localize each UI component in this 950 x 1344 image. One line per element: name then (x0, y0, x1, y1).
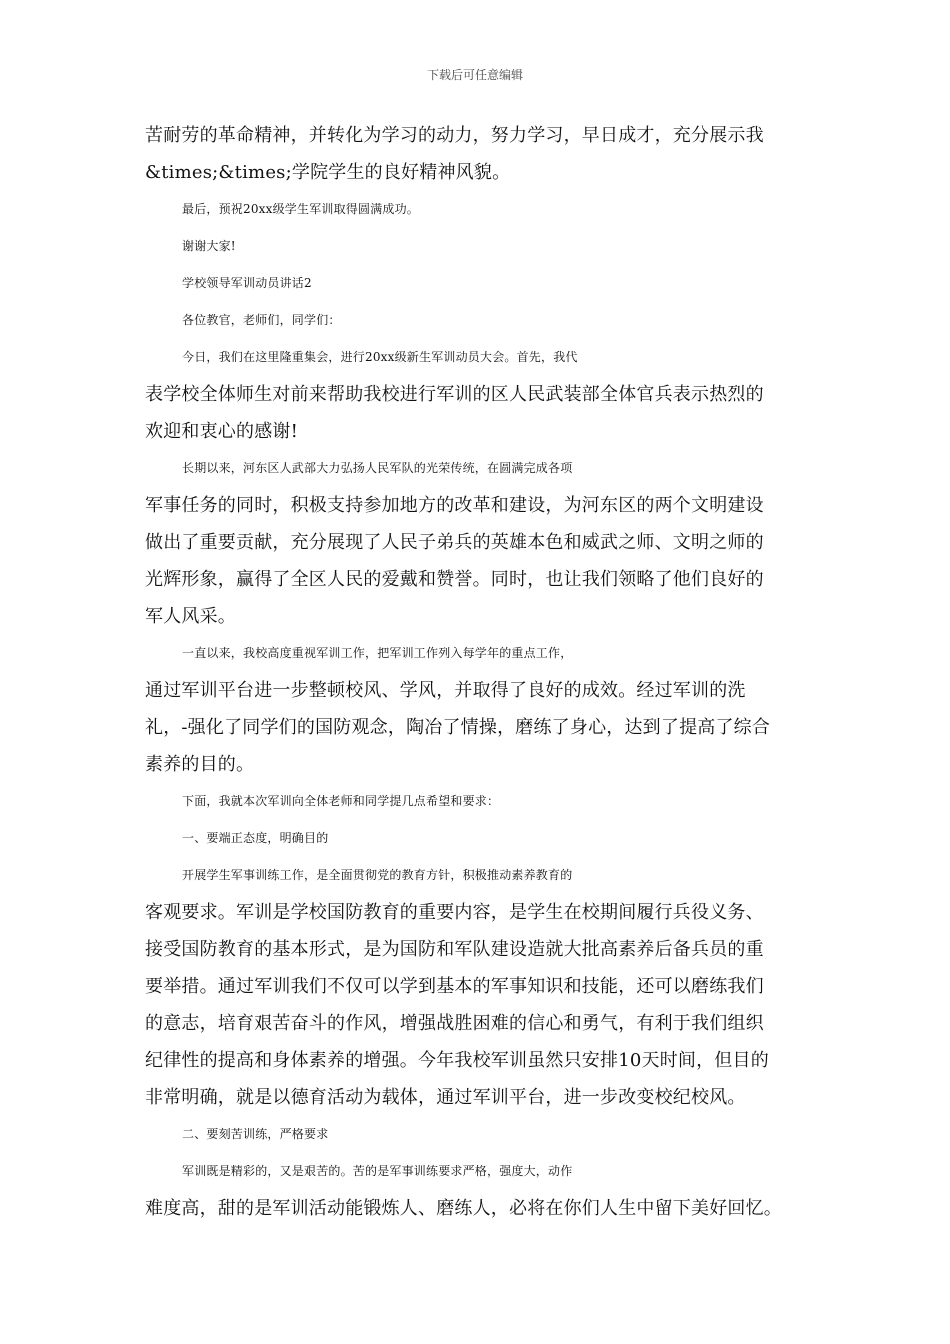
text-line: 的意志，培育艰苦奋斗的作风，增强战胜困难的信心和勇气，有利于我们组织 (145, 1013, 764, 1034)
text-line: 礼，-强化了同学们的国防观念，陶冶了情操，磨练了身心，达到了提高了综合 (145, 717, 771, 738)
text-line: 做出了重要贡献，充分展现了人民子弟兵的英雄本色和威武之师、文明之师的 (145, 532, 764, 553)
text-line: 接受国防教育的基本形式，是为国防和军队建设造就大批高素养后备兵员的重 (145, 939, 764, 960)
text-line: 客观要求。军训是学校国防教育的重要内容，是学生在校期间履行兵役义务、 (145, 902, 764, 923)
text-line: 光辉形象，赢得了全区人民的爱戴和赞誉。同时，也让我们领略了他们良好的 (145, 569, 764, 590)
text-line: 非常明确，就是以德育活动为载体，通过军训平台，进一步改变校纪校风。 (145, 1087, 746, 1108)
text-line: 表学校全体师生对前来帮助我校进行军训的区人民武装部全体官兵表示热烈的 (145, 384, 764, 405)
text-line: 今日，我们在这里隆重集会，进行20xx级新生军训动员大会。首先，我代 (182, 350, 578, 364)
page-header: 下载后可任意编辑 (426, 68, 523, 82)
text-line: 开展学生军事训练工作，是全面贯彻党的教育方针，积极推动素养教育的 (182, 868, 573, 882)
text-line: 通过军训平台进一步整顿校风、学风，并取得了良好的成效。经过军训的洗 (145, 680, 746, 701)
text-line: 纪律性的提高和身体素养的增强。今年我校军训虽然只安排10天时间，但目的 (145, 1050, 769, 1071)
text-line: 素养的目的。 (145, 754, 255, 775)
text-line: 谢谢大家! (182, 239, 236, 253)
text-line: 下面，我就本次军训向全体老师和同学提几点希望和要求： (182, 794, 500, 808)
text-line: 军训既是精彩的，又是艰苦的。苦的是军事训练要求严格，强度大，动作 (182, 1164, 573, 1178)
text-line: &times;&times;学院学生的良好精神风貌。 (145, 162, 511, 183)
text-line: 要举措。通过军训我们不仅可以学到基本的军事知识和技能，还可以磨练我们 (145, 976, 764, 997)
text-line: 各位教官，老师们，同学们： (182, 313, 341, 327)
document-body (145, 117, 817, 1227)
text-line: 欢迎和衷心的感谢! (145, 421, 299, 442)
text-line: 一、要端正态度，明确目的 (182, 831, 329, 845)
text-line: 二、要刻苦训练，严格要求 (182, 1127, 329, 1141)
text-line: 最后，预祝20xx级学生军训取得圆满成功。 (182, 202, 420, 216)
text-line: 学校领导军训动员讲话2 (182, 276, 312, 290)
text-line: 一直以来，我校高度重视军训工作，把军训工作列入每学年的重点工作， (182, 646, 573, 660)
text-line: 难度高，甜的是军训活动能锻炼人、磨练人，必将在你们人生中留下美好回忆。 (145, 1198, 782, 1219)
text-line: 长期以来，河东区人武部大力弘扬人民军队的光荣传统，在圆满完成各项 (182, 461, 573, 475)
text-line: 苦耐劳的革命精神，并转化为学习的动力，努力学习，早日成才，充分展示我 (145, 125, 764, 146)
text-line: 军人风采。 (145, 606, 236, 627)
text-line: 军事任务的同时，积极支持参加地方的改革和建设，为河东区的两个文明建设 (145, 495, 764, 516)
